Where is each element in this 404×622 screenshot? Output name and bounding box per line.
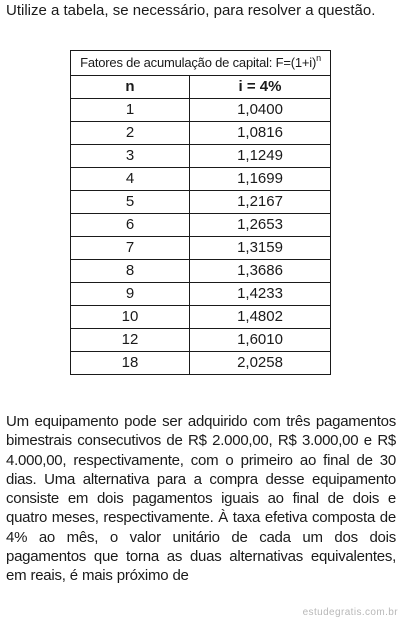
table-header-row xyxy=(71,76,331,99)
table-caption xyxy=(71,51,331,76)
cell-factor: 1,4233 xyxy=(190,283,331,306)
table-row xyxy=(71,214,331,237)
cell-n: 18 xyxy=(71,352,190,375)
table-row xyxy=(71,168,331,191)
table-row xyxy=(71,260,331,283)
cell-factor: 2,0258 xyxy=(190,352,331,375)
site-watermark: estudegratis.com.br xyxy=(302,607,398,618)
question-text: Um equipamento pode ser adquirido com três pagamentos bimestrais consecutivos de R$ 2.000,00, R$ 3.000,00 e R$ 4.000,00, respectivamente, com o primeiro ao final de 30 dias. Uma alternativa para a compra desse equipamento consiste em dois pagamentos iguais ao final de dois e quatro meses, respectivamente. À taxa efetiva composta de 4% ao mês, o valor unitário de cada um dos dois pagamentos que torna as duas alternativas equivalentes, em reais, é mais próximo de xyxy=(6,413,396,585)
cell-factor: 1,0400 xyxy=(190,99,331,122)
cell-n: 8 xyxy=(71,260,190,283)
table-row xyxy=(71,99,331,122)
table-row xyxy=(71,145,331,168)
cell-n: 4 xyxy=(71,168,190,191)
cell-n: 7 xyxy=(71,237,190,260)
cell-factor: 1,2653 xyxy=(190,214,331,237)
cell-factor: 1,3686 xyxy=(190,260,331,283)
cell-factor: 1,3159 xyxy=(190,237,331,260)
table-row xyxy=(71,352,331,375)
cell-factor: 1,4802 xyxy=(190,306,331,329)
table-row xyxy=(71,191,331,214)
cell-n: 12 xyxy=(71,329,190,352)
cell-factor: 1,1249 xyxy=(190,145,331,168)
intro-text: Utilize a tabela, se necessário, para resolver a questão. xyxy=(6,2,376,19)
cell-factor: 1,6010 xyxy=(190,329,331,352)
table-caption-row xyxy=(71,51,331,76)
header-rate: i = 4% xyxy=(190,76,331,99)
cell-n: 1 xyxy=(71,99,190,122)
capital-factor-table xyxy=(70,50,330,375)
cell-factor: 1,1699 xyxy=(190,168,331,191)
table-row xyxy=(71,329,331,352)
cell-factor: 1,2167 xyxy=(190,191,331,214)
cell-n: 2 xyxy=(71,122,190,145)
table-caption-exponent: n xyxy=(316,53,321,63)
cell-n: 6 xyxy=(71,214,190,237)
table-row xyxy=(71,283,331,306)
table-row xyxy=(71,122,331,145)
header-n: n xyxy=(71,76,190,99)
table-row xyxy=(71,306,331,329)
cell-factor: 1,0816 xyxy=(190,122,331,145)
cell-n: 3 xyxy=(71,145,190,168)
table-caption-text: Fatores de acumulação de capital: F=(1+i) xyxy=(80,55,317,70)
cell-n: 5 xyxy=(71,191,190,214)
table-row xyxy=(71,237,331,260)
cell-n: 9 xyxy=(71,283,190,306)
cell-n: 10 xyxy=(71,306,190,329)
